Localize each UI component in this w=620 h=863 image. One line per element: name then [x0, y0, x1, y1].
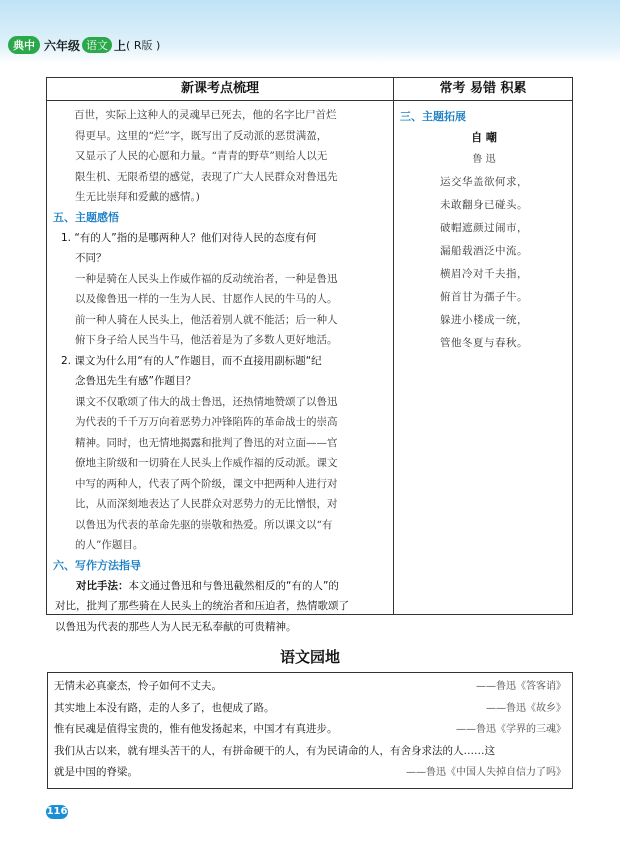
answer-2-line: 为代表的千千万万向着恶势力冲锋陷阵的革命战士的崇高: [75, 416, 338, 428]
right-column-content: [394, 101, 572, 355]
quote-row: [54, 762, 566, 784]
answer-1-line: 前一种人骑在人民头上，他活着别人就不能活；后一种人: [75, 313, 338, 326]
poem-line: 破帽遮颜过闹市，: [440, 222, 528, 234]
answer-2-line: 中写的两种人，代表了两个阶级，课文中把两种人进行对: [75, 477, 338, 490]
header-band: [0, 0, 620, 64]
quote-source: ——鲁迅《答客诮》: [476, 681, 566, 692]
quote-text: 其实地上本没有路，走的人多了，也便成了路。: [54, 701, 275, 714]
quote-row: [54, 676, 566, 698]
poem-line: 漏船载酒泛中流。: [440, 245, 528, 257]
page-number: 116: [46, 806, 68, 817]
quote-row: [54, 741, 566, 763]
book-brand: [8, 36, 160, 54]
subject-badge: 语文: [82, 37, 112, 53]
section-title-writing: 六、写作方法指导: [53, 558, 141, 572]
answer-2-line: 比，从而深刻地表达了人民群众对恶势力的无比憎恨，对: [75, 498, 338, 510]
answer-2-line: 课文不仅歌颂了伟大的战士鲁迅，还热情地赞颂了以鲁迅: [75, 395, 338, 408]
method-line: 对比，批判了那些骑在人民头上的统治者和压迫者，热情歌颂了: [55, 600, 349, 612]
method-text: 本文通过鲁迅和与鲁迅截然相反的“有的人”的: [128, 579, 339, 592]
quote-text: 我们从古以来，就有埋头苦干的人，有拼命硬干的人，有为民请命的人，有舍身求法的人……这: [54, 744, 495, 757]
poem-line: 未敢翻身已碰头。: [440, 199, 528, 211]
garden-title: 语文园地: [279, 648, 340, 666]
quote-row: [54, 719, 566, 741]
poem-author: 鲁 迅: [472, 154, 496, 165]
left-column: [47, 78, 394, 633]
grade-label: 六年级: [44, 38, 81, 53]
intro-line: 又显示了人民的心愿和力量。“青青的野草”则给人以无: [75, 150, 328, 162]
quote-source: ——鲁迅《中国人失掉自信力了吗》: [406, 767, 566, 778]
right-column-title: 常考 易错 积累: [394, 78, 572, 101]
poem-line: 躲进小楼成一统，: [440, 314, 528, 326]
question-1-cont: 不同？: [75, 252, 107, 264]
intro-line: 生无比崇拜和爱戴的感情。): [75, 191, 200, 203]
edition-label: ( R版 ): [126, 39, 161, 52]
main-table: [46, 77, 573, 633]
term-label: 上: [114, 38, 127, 53]
intro-line: 百世，实际上这种人的灵魂早已死去，他的名字比尸首烂: [74, 109, 337, 121]
answer-1-line: 俯下身子给人民当牛马，他活着是为了多数人更好地活。: [75, 334, 338, 346]
answer-2-line: 的人”作题目。: [75, 539, 144, 551]
method-label: 对比手法：: [76, 579, 129, 592]
intro-line: 得更早。这里的“烂”字，既写出了反动派的恶贯满盈，: [75, 129, 328, 142]
right-column: [394, 78, 572, 614]
poem-line: 横眉冷对千夫指，: [440, 268, 528, 280]
quote-text: 就是中国的脊梁。: [54, 766, 138, 778]
poem-line: 管他冬夏与春秋。: [440, 337, 528, 349]
answer-2-line: 僚地主阶级和一切骑在人民头上作威作福的反动派。课文: [75, 457, 338, 469]
quotes-box: [47, 672, 573, 789]
quote-source: ——鲁迅《故乡》: [486, 702, 566, 714]
answer-2-line: 以鲁迅为代表的革命先驱的崇敬和热爱。所以课文以“有: [75, 518, 333, 531]
method-line: 以鲁迅为代表的那些人为人民无私奉献的可贵精神。: [55, 620, 297, 633]
quote-source: ——鲁迅《学界的三魂》: [456, 724, 566, 735]
poem-title: 自 嘲: [471, 131, 497, 144]
intro-line: 限生机、无限希望的感觉，表现了广大人民群众对鲁迅先: [75, 170, 338, 183]
quote-row: [54, 698, 566, 720]
left-column-content: [47, 101, 393, 637]
method-line: [53, 576, 387, 597]
question-2: 2. 课文为什么用“有的人”作题目，而不直接用副标题“纪: [61, 354, 322, 367]
question-1: 1. “有的人”指的是哪两种人？他们对待人民的态度有何: [61, 231, 317, 244]
answer-2-line: 精神。同时，也无情地揭露和批判了鲁迅的对立面——官: [75, 436, 338, 449]
quote-text: 惟有民魂是值得宝贵的，惟有他发扬起来，中国才有真进步。: [54, 723, 338, 735]
quote-text: 无情未必真豪杰，怜子如何不丈夫。: [54, 680, 222, 692]
answer-1-line: 以及像鲁迅一样的一生为人民、甘愿作人民的牛马的人。: [75, 293, 338, 305]
section-title-theme: 五、主题感悟: [53, 210, 119, 224]
poem-line: 运交华盖欲何求，: [440, 176, 528, 188]
brand-logo: 典中: [8, 36, 40, 54]
poem-line: 俯首甘为孺子牛。: [440, 291, 528, 303]
section-title-extension: 三、主题拓展: [400, 110, 466, 123]
left-column-title: 新课考点梳理: [47, 78, 393, 101]
question-2-cont: 念鲁迅先生有感”作题目？: [75, 375, 196, 387]
answer-1-line: 一种是骑在人民头上作威作福的反动统治者，一种是鲁迅: [75, 272, 338, 285]
